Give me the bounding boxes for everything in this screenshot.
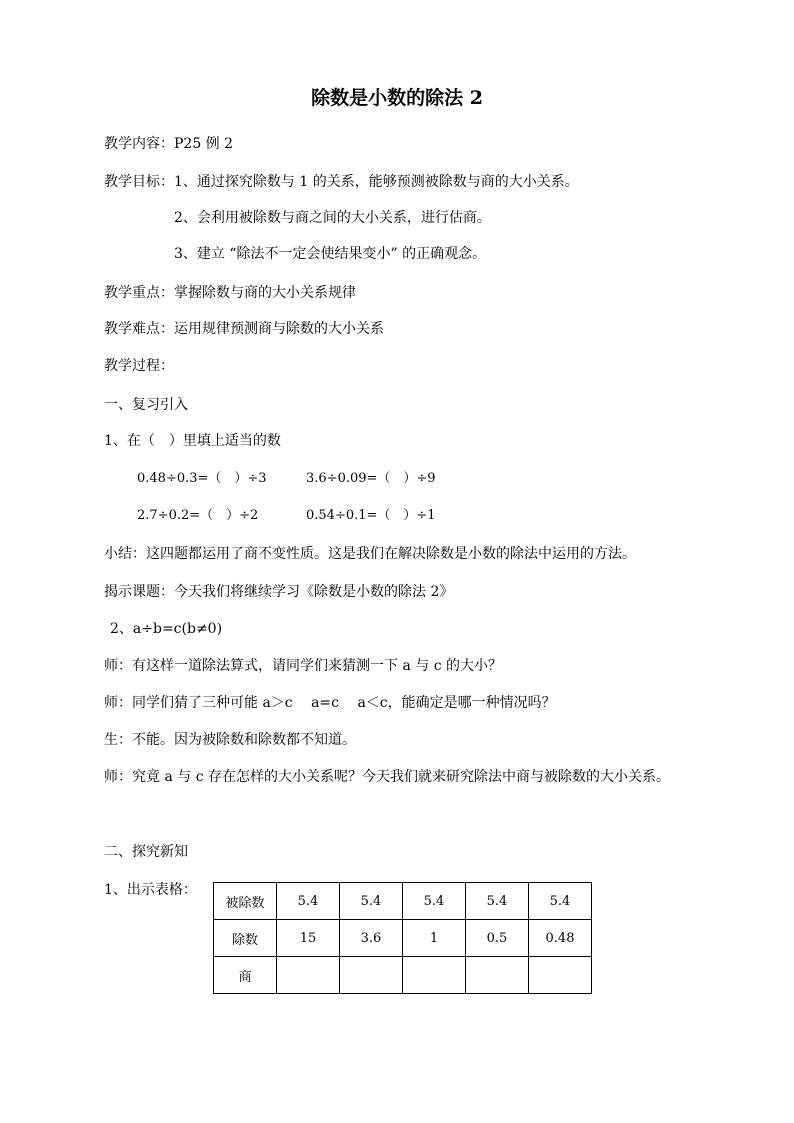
table-row xyxy=(214,957,592,994)
teacher-line-3: 师：究竟 a 与 c 存在怎样的大小关系呢？今天我们就来研究除法中商与被除数的大小关系。 xyxy=(104,769,670,785)
section-review: 一、复习引入 xyxy=(104,397,188,413)
expression: 0.48÷0.3=（ ）÷3 xyxy=(137,471,267,486)
table-cell xyxy=(340,957,403,994)
table-cell: 5.4 xyxy=(340,883,403,920)
table-cell: 5.4 xyxy=(277,883,340,920)
table-cell xyxy=(277,957,340,994)
table-cell: 5.4 xyxy=(529,883,592,920)
teaching-goal-2: 2、会利用被除数与商之间的大小关系，进行估商。 xyxy=(174,210,491,226)
table-cell: 5.4 xyxy=(466,883,529,920)
section-explore: 二、探究新知 xyxy=(104,844,188,860)
table-cell: 5.4 xyxy=(403,883,466,920)
show-table-label: 1、出示表格： xyxy=(104,882,197,898)
teacher-line-1: 师：有这样一道除法算式，请同学们来猜测一下 a 与 c 的大小？ xyxy=(104,658,502,674)
expression: 2.7÷0.2=（ ）÷2 xyxy=(137,508,259,523)
summary: 小结：这四题都运用了商不变性质。这是我们在解决除数是小数的除法中运用的方法。 xyxy=(104,546,636,562)
row-label: 商 xyxy=(214,957,277,994)
page-title: 除数是小数的除法 2 xyxy=(311,87,483,109)
table-row xyxy=(214,883,592,920)
student-line-1: 生：不能。因为被除数和除数都不知道。 xyxy=(104,732,356,748)
table-cell: 15 xyxy=(277,920,340,957)
expression: 0.54÷0.1=（ ）÷1 xyxy=(306,508,436,523)
question-1: 1、在（ ）里填上适当的数 xyxy=(104,433,281,449)
difficulty: 教学难点：运用规律预测商与除数的大小关系 xyxy=(104,321,384,337)
table-cell: 0.5 xyxy=(466,920,529,957)
table-cell xyxy=(403,957,466,994)
expression: 3.6÷0.09=（ ）÷9 xyxy=(306,471,436,486)
reveal-topic: 揭示课题：今天我们将继续学习《除数是小数的除法 2》 xyxy=(104,584,454,600)
teaching-content: 教学内容：P25 例 2 xyxy=(104,136,234,152)
division-table xyxy=(213,882,592,994)
table-cell: 3.6 xyxy=(340,920,403,957)
table-cell: 1 xyxy=(403,920,466,957)
table-cell: 0.48 xyxy=(529,920,592,957)
teaching-goal-3: 3、建立 “除法不一定会使结果变小” 的正确观念。 xyxy=(174,246,487,262)
question-2: 2、a÷b=c(b≠0) xyxy=(110,621,223,637)
teacher-line-2: 师：同学们猜了三种可能 a＞c a=c a＜c，能确定是哪一种情况吗？ xyxy=(104,695,556,711)
key-point: 教学重点：掌握除数与商的大小关系规律 xyxy=(104,285,356,301)
table-cell xyxy=(466,957,529,994)
process-heading: 教学过程： xyxy=(104,358,174,374)
row-label: 被除数 xyxy=(214,883,277,920)
teaching-goal-1: 教学目标：1、通过探究除数与 1 的关系，能够预测被除数与商的大小关系。 xyxy=(104,174,579,190)
table-row xyxy=(214,920,592,957)
row-label: 除数 xyxy=(214,920,277,957)
table-cell xyxy=(529,957,592,994)
